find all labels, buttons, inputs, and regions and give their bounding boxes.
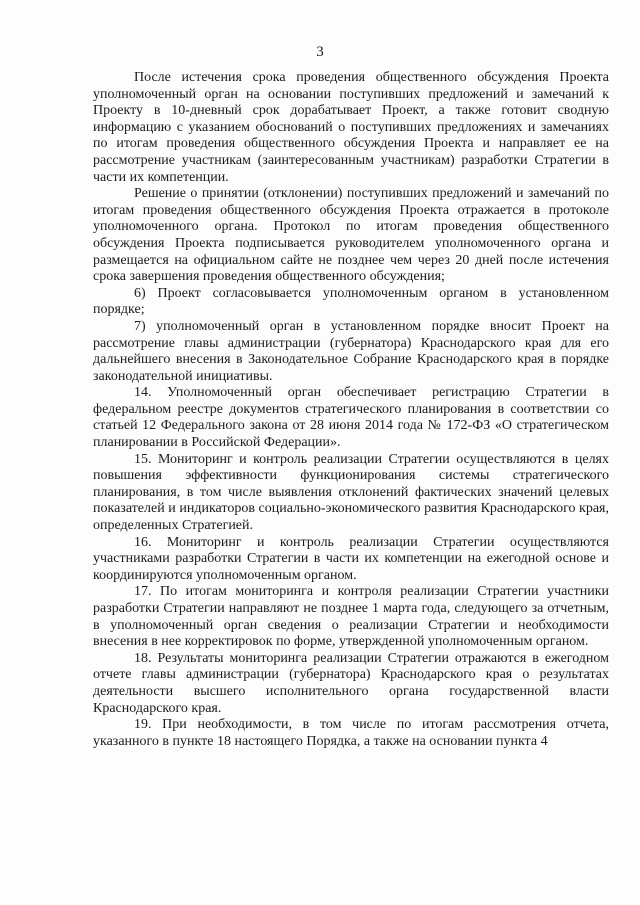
paragraph-clause-19: 19. При необходимости, в том числе по итогам рассмотрения отчета, указанного в пункте 18 настоящего Порядка, а также на основании пункта 4 xyxy=(93,717,609,749)
paragraph-clause-17: 17. По итогам мониторинга и контроля реализации Стратегии участники разработки Стратегии направляют не позднее 1 марта года, следующего за отчетным, в уполномоченный орган сведения о реализации Стратегии и необходимости внесения в нее корректировок по форме, утвержденной уполномоченным органом. xyxy=(93,584,609,650)
paragraph-item-6: 6) Проект согласовывается уполномоченным органом в установленном порядке; xyxy=(93,285,609,318)
paragraph-clause-16: 16. Мониторинг и контроль реализации Стратегии осуществляются участниками разработки Стратегии в части их компетенции на ежегодной основе и координируются уполномоченным органом. xyxy=(93,534,609,583)
paragraph-item-7: 7) уполномоченный орган в установленном порядке вносит Проект на рассмотрение главы администрации (губернатора) Краснодарского края для его дальнейшего внесения в Законодательное Собрание Краснодарского края в порядке законодательной инициативы. xyxy=(93,318,609,384)
paragraph-protocol-decision: Решение о принятии (отклонении) поступивших предложений и замечаний по итогам проведения общественного обсуждения Проекта отражается в протоколе уполномоченного органа. Протокол по итогам проведения общественного обсуждения Проекта подписывается руководителем уполномоченного органа и размещается на официальном сайте не позднее чем через 20 дней после истечения срока завершения проведения общественного обсуждения; xyxy=(93,186,609,285)
paragraph-public-discussion-results: После истечения срока проведения общественного обсуждения Проекта уполномоченный орган на основании поступивших предложений и замечаний к Проекту в 10-дневный срок дорабатывает Проект, а также готовит сводную информацию с указанием обоснований о поступивших предложениях и замечаниях по итогам проведения общественного обсуждения Проекта и направляет ее на рассмотрение участникам (заинтересованным участникам) разработки Стратегии в части их компетенции. xyxy=(93,70,609,185)
page-number: 3 xyxy=(316,44,324,60)
paragraph-clause-15: 15. Мониторинг и контроль реализации Стратегии осуществляются в целях повышения эффективности функционирования системы стратегического планирования, в том числе выявления отклонений фактических значений целевых показателей и индикаторов социально-экономического развития Краснодарского края, определенных Стратегией. xyxy=(93,451,609,534)
paragraph-clause-14: 14. Уполномоченный орган обеспечивает регистрацию Стратегии в федеральном реестре документов стратегического планирования в соответствии со статьей 12 Федерального закона от 28 июня 2014 года № 172-ФЗ «О стратегическом планировании в Российской Федерации». xyxy=(93,385,609,451)
paragraph-clause-18: 18. Результаты мониторинга реализации Стратегии отражаются в ежегодном отчете главы администрации (губернатора) Краснодарского края о результатах деятельности высшего исполнительного органа государственной власти Краснодарского края. xyxy=(93,650,609,716)
document-body xyxy=(93,70,609,750)
